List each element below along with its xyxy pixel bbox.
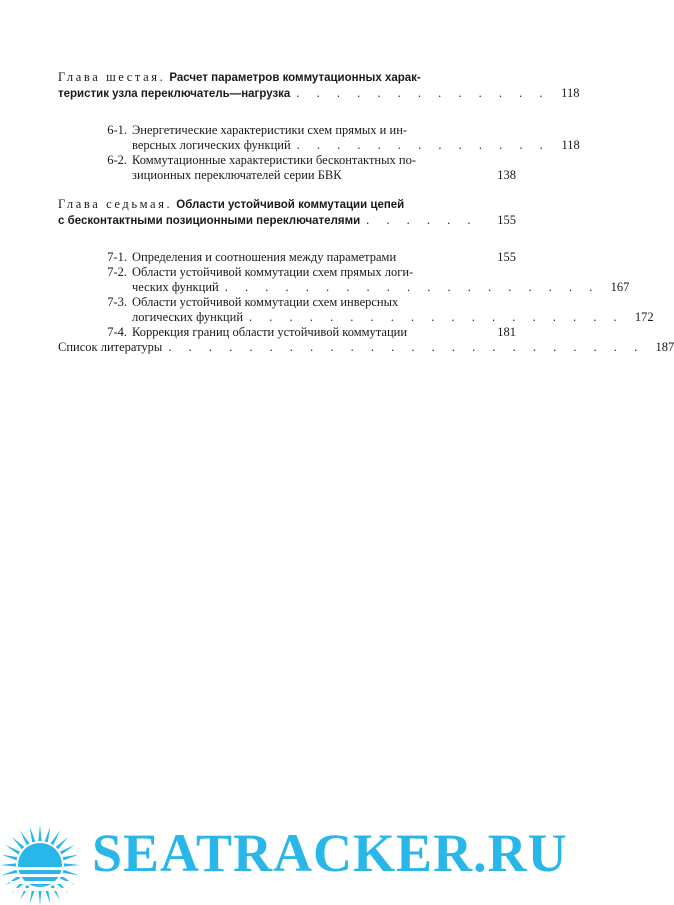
sun-ray [38,889,41,905]
sun-ray [20,830,29,845]
literature-label: Список литературы [58,340,163,354]
sun-ray [38,825,41,841]
section-7-2[interactable] [95,265,630,295]
literature-entry[interactable] [58,340,674,355]
sun-ray [1,855,17,861]
chapter-6-prefix: Глава шестая. [58,70,166,84]
leader-dots: . . . . . . . . . . . . . . . . . . . [224,280,600,294]
section-page: 138 [497,168,516,182]
leader-dots: . . . . . . [366,213,478,227]
section-page: 172 [634,310,654,324]
sun-ray [12,837,25,850]
section-title-line2: логических функций [132,310,244,324]
section-7-1[interactable] [95,250,516,265]
literature-page: 187 [655,340,674,354]
sun-ray [64,863,80,866]
section-page: 118 [561,138,580,152]
section-title-line1: Определения и соотношения между параметрами [132,250,397,264]
section-title-line1: Коммутационные характеристики бесконтактных по- [132,153,416,167]
chapter-7-sections [58,250,674,355]
chapter-6-entry[interactable] [58,70,580,102]
chapter-6-page: 118 [561,86,580,100]
sun-ray [60,845,75,854]
section-page: 167 [610,280,630,294]
sun-ray [56,837,69,850]
section-title-line2: версных логических функций [132,138,291,152]
section-page: 155 [497,250,516,264]
chapter-7-title-line2: с бесконтактными позиционными переключателями [58,215,361,227]
section-number: 6-1. [107,123,127,137]
sun-ray [0,863,16,866]
leader-dots: . . . . . . . . . . . . . . . . . . . [249,310,624,324]
section-7-4[interactable] [95,325,516,340]
section-number: 7-1. [107,250,127,264]
table-of-contents [58,70,674,355]
chapter-7-title-line1: Области устойчивой коммутации цепей [176,199,405,211]
chapter-6-sections [58,123,580,183]
sun-ray [5,845,20,854]
section-number: 6-2. [107,153,127,167]
sun-ray [63,855,79,861]
section-title-line1: Энергетические характеристики схем прямых и ин- [132,123,408,137]
leader-dots: . . . . . . . . . . . . . . . . . . . . . . . . [168,340,645,354]
chapter-7-prefix: Глава седьмая. [58,197,173,211]
sun-ray [45,826,51,842]
sun-ray [51,830,60,845]
sun-ray [51,885,60,900]
chapter-7-entry[interactable] [58,197,516,229]
sun-ray [30,826,36,842]
section-number: 7-4. [107,325,127,339]
section-title-line2: зиционных переключателей серии БВК [132,168,342,182]
section-title-line1: Области устойчивой коммутации схем инверсных [132,295,399,309]
watermark-text: SEATRACKER.RU [92,823,568,883]
section-number: 7-3. [107,295,127,309]
chapter-7-page: 155 [497,213,516,227]
section-title-line1: Области устойчивой коммутации схем прямых логи- [132,265,414,279]
section-title-line1: Коррекция границ области устойчивой коммутации [132,325,408,339]
section-page: 181 [497,325,516,339]
section-6-1[interactable] [95,123,580,153]
sun-ray [20,885,29,900]
section-6-2[interactable] [95,153,516,183]
chapter-6-title-line1: Расчет параметров коммутационных харак- [169,72,421,84]
section-7-3[interactable] [95,295,654,325]
leader-dots: . . . . . . . . . . . . . [296,86,550,100]
leader-dots: . . . . . . . . . . . . . [296,138,550,152]
section-title-line2: ческих функций [132,280,219,294]
section-number: 7-2. [107,265,127,279]
chapter-6-title-line2: теристик узла переключатель—нагрузка [58,88,291,100]
